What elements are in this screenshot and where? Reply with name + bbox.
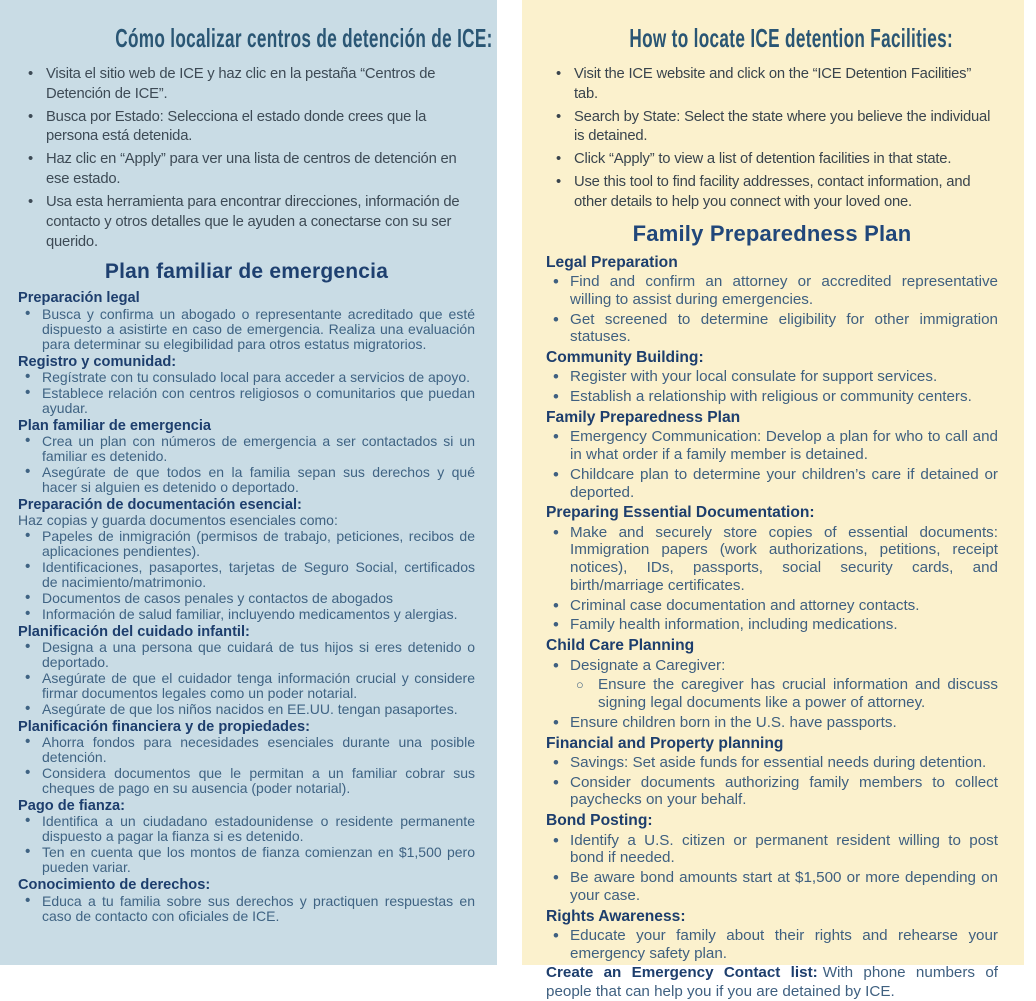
spanish-page-title (18, 18, 493, 55)
list-item: • Educate your family about their rights and rehearse your emergency safety plan. (546, 927, 998, 963)
list-item: • Información de salud familiar, incluyendo medicamentos y alergias. (18, 607, 475, 622)
list-item: • Haz clic en “Apply” para ver una lista de centros de detención en ese estado. (24, 150, 475, 190)
section-community-building (546, 348, 998, 406)
section-family-preparedness-plan (546, 408, 998, 501)
english-page-title (546, 18, 998, 55)
list-item: • Establece relación con centros religiosos o comunitarios que puedan ayudar. (18, 386, 475, 416)
section-list (546, 428, 998, 501)
section-header: Conocimiento de derechos: (18, 877, 211, 894)
section-header: Registro y comunidad: (18, 353, 177, 370)
list-item: • Emergency Communication: Develop a plan for who to call and in what order if a family member is detained. (546, 428, 998, 464)
section-header: Pago de fianza: (18, 797, 126, 814)
section-list (18, 307, 475, 352)
list-item: • Designa a una persona que cuidará de tus hijos si eres detenido o deportado. (18, 640, 475, 670)
list-item: • Identificaciones, pasaportes, tarjetas de Seguro Social, certificados de nacimiento/matrimonio. (18, 560, 475, 590)
section-list (18, 735, 475, 796)
list-item: • Papeles de inmigración (permisos de trabajo, peticiones, recibos de aplicaciones pendientes). (18, 529, 475, 559)
list-item: • Busca por Estado: Selecciona el estado donde crees que la persona está detenida. (24, 108, 475, 148)
section-list (546, 754, 998, 809)
section-bond-posting (546, 811, 998, 904)
section-intro: Haz copias y guarda documentos esenciales como: (18, 512, 338, 529)
list-item: • Educa a tu familia sobre sus derechos y practiquen respuestas en caso de contacto con oficiales de ICE. (18, 894, 475, 924)
section-financial-property-planning (546, 734, 998, 810)
section-financiera-propiedades (18, 719, 475, 796)
list-item: • Use this tool to find facility addresses, contact information, and other details to help you connect with your loved one. (552, 173, 998, 213)
section-list (546, 524, 998, 635)
emergency-contact-note-label: Create an Emergency Contact list: (546, 964, 818, 982)
section-header: Planificación del cuidado infantil: (18, 623, 250, 640)
list-item: • Childcare plan to determine your children’s care if detained or deported. (546, 466, 998, 502)
list-item: • Ahorra fondos para necesidades esenciales durante una posible detención. (18, 735, 475, 765)
list-item: • Visit the ICE website and click on the “ICE Detention Facilities” tab. (552, 65, 998, 105)
spanish-intro-list (24, 65, 475, 252)
spanish-subtitle: Plan familiar de emergencia (104, 260, 389, 284)
section-registro-comunidad (18, 354, 475, 416)
list-item: • Usa esta herramienta para encontrar direcciones, información de contacto y otros detalles que le ayuden a conectarse con su ser querido. (24, 193, 475, 252)
section-list (18, 814, 475, 875)
section-header: Preparación de documentación esencial: (18, 497, 302, 514)
section-header: Child Care Planning (546, 637, 695, 655)
list-item: • Documentos de casos penales y contactos de abogados (18, 591, 475, 606)
emergency-contact-note-text: With phone numbers of people that can help you if you are detained by ICE. (546, 964, 998, 1000)
list-item: • Ten en cuenta que los montos de fianza comienzan en $1,500 pero pueden variar. (18, 845, 475, 875)
section-list (546, 273, 998, 346)
section-list (18, 434, 475, 495)
list-item: • Search by State: Select the state where you believe the individual is detained. (552, 108, 998, 148)
section-header: Preparing Essential Documentation: (546, 504, 815, 522)
list-item: • Register with your local consulate for support services. (546, 368, 998, 386)
english-panel (522, 0, 1024, 1000)
list-item: • Asegúrate de que el cuidador tenga información crucial y considere firmar documentos legales como un poder notarial. (18, 671, 475, 701)
list-item: • Make and securely store copies of essential documents: Immigration papers (work authorizations, petitions, receipt notices), IDs, passports, social security cards, and birth/marriage certificates. (546, 524, 998, 595)
section-header: Planificación financiera y de propiedades: (18, 718, 310, 735)
section-header: Preparación legal (18, 290, 140, 307)
section-list (18, 640, 475, 717)
section-header: Rights Awareness: (546, 907, 686, 925)
spanish-title-text: Cómo localizar centros de detención de ICE: (115, 23, 493, 53)
list-item: • Be aware bond amounts start at $1,500 or more depending on your case. (546, 869, 998, 905)
section-plan-familiar (18, 418, 475, 495)
list-item: • Identifica a un ciudadano estadounidense o residente permanente dispuesto a pagar la fianza si es detenido. (18, 814, 475, 844)
section-essential-documentation (546, 503, 998, 634)
list-item: • Considera documentos que le permitan a un familiar cobrar sus cheques de pago en su ausencia (poder notarial). (18, 766, 475, 796)
list-item: • Savings: Set aside funds for essential needs during detention. (546, 754, 998, 772)
section-list (546, 832, 998, 905)
english-title-text: How to locate ICE detention Facilities: (629, 23, 954, 53)
section-conocimiento-derechos (18, 877, 475, 923)
list-item: • Designate a Caregiver: (546, 657, 998, 675)
list-item: • Get screened to determine eligibility for other immigration statuses. (546, 311, 998, 347)
list-item: • Criminal case documentation and attorney contacts. (546, 597, 998, 615)
list-item: • Click “Apply” to view a list of detention facilities in that state. (552, 150, 998, 170)
list-item: • Visita el sitio web de ICE y haz clic en la pestaña “Centros de Detención de ICE”. (24, 65, 475, 105)
list-item: • Consider documents authorizing family members to collect paychecks on your behalf. (546, 774, 998, 810)
section-header: Family Preparedness Plan (546, 408, 741, 426)
list-item: • Busca y confirma un abogado o representante acreditado que esté dispuesto a asistirte en caso de emergencia. Realiza una evaluación para determinar su elegibilidad para otros estatus migratorios. (18, 307, 475, 352)
section-header: Financial and Property planning (546, 734, 784, 752)
section-cuidado-infantil (18, 624, 475, 717)
english-intro-list (552, 65, 998, 213)
english-subtitle: Family Preparedness Plan (632, 220, 912, 246)
section-pago-fianza (18, 798, 475, 875)
list-item: • Find and confirm an attorney or accredited representative willing to assist during emergencies. (546, 273, 998, 309)
list-item: • Establish a relationship with religious or community centers. (546, 388, 998, 406)
section-legal-preparation (546, 253, 998, 346)
list-item: • Asegúrate de que los niños nacidos en EE.UU. tengan pasaportes. (18, 702, 475, 717)
list-item: • Ensure children born in the U.S. have passports. (546, 714, 998, 732)
emergency-contact-note (546, 964, 998, 1000)
section-header: Bond Posting: (546, 812, 653, 830)
list-item: • Asegúrate de que todos en la familia sepan sus derechos y qué hacer si alguien es detenido o deportado. (18, 465, 475, 495)
list-item: • Family health information, including medications. (546, 616, 998, 634)
section-list (18, 370, 475, 416)
section-documentacion-esencial (18, 497, 475, 622)
list-item: • Regístrate con tu consulado local para acceder a servicios de apoyo. (18, 370, 475, 385)
section-child-care-planning (546, 636, 998, 731)
section-list (18, 529, 475, 622)
section-list (18, 894, 475, 924)
list-item: • Crea un plan con números de emergencia a ser contactados si un familiar es detenido. (18, 434, 475, 464)
list-item: • Identify a U.S. citizen or permanent resident willing to post bond if needed. (546, 832, 998, 868)
section-list (546, 657, 998, 732)
section-header: Community Building: (546, 349, 704, 367)
section-list (546, 368, 998, 406)
sub-list-item: ○ Ensure the caregiver has crucial information and discuss signing legal documents like a power of attorney. (546, 676, 998, 712)
section-list (546, 927, 998, 963)
section-preparacion-legal (18, 290, 475, 351)
spanish-panel (0, 0, 497, 965)
section-header: Legal Preparation (546, 253, 678, 271)
section-header: Plan familiar de emergencia (18, 417, 212, 434)
section-rights-awareness (546, 907, 998, 963)
